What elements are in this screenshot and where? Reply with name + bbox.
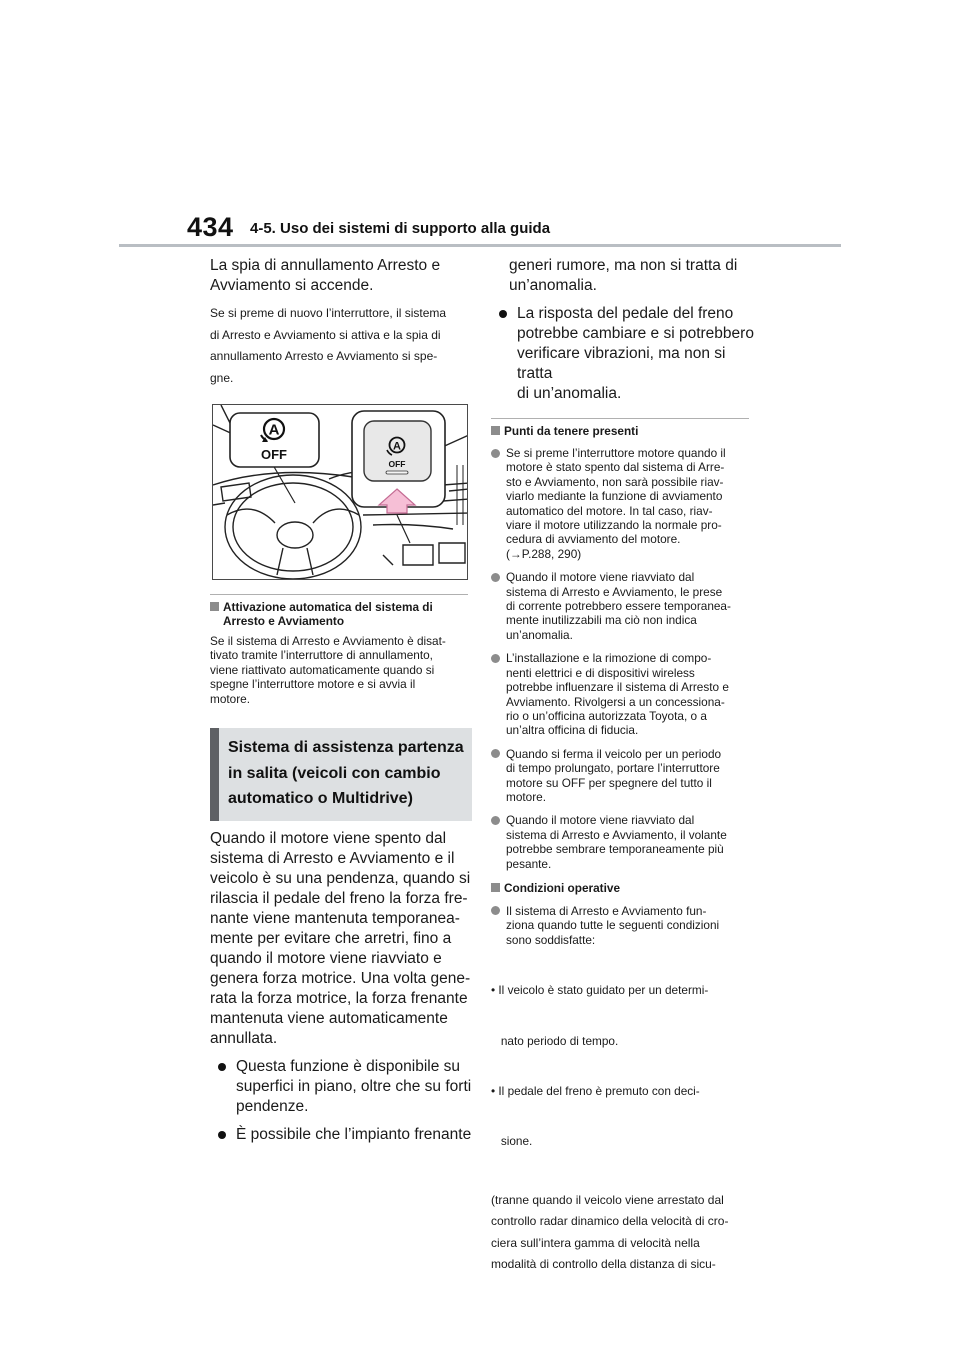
svg-text:A: A bbox=[393, 440, 401, 453]
bullet-dot-icon bbox=[218, 1131, 226, 1139]
text-line: automatico o Multidrive) bbox=[228, 790, 413, 808]
text-line: Se il sistema di Arresto e Avviamento è disat- bbox=[210, 634, 446, 648]
text-line: annullata. bbox=[210, 1029, 278, 1047]
square-bullet-icon bbox=[491, 883, 500, 892]
text-line: Avviamento si accende. bbox=[210, 277, 374, 294]
square-bullet-icon bbox=[491, 426, 500, 435]
intro-note bbox=[210, 303, 472, 389]
page-number: 434 bbox=[187, 212, 234, 242]
section-title: 4-5. Uso dei sistemi di supporto alla guida bbox=[250, 220, 551, 237]
text-line: Il sistema di Arresto e Avviamento fun- bbox=[506, 903, 707, 918]
text-line: viare il motore utilizzando la normale pro- bbox=[506, 518, 722, 533]
text-line: Se si preme l’interruttore motore quando il bbox=[506, 446, 726, 460]
text-line: • Il veicolo è stato guidato per un determi- bbox=[491, 983, 709, 998]
text-line: mantenuta viene automaticamente bbox=[210, 1009, 448, 1027]
points-heading: Punti da tenere presenti bbox=[491, 424, 756, 438]
note-item bbox=[491, 446, 756, 561]
text-line: Quando il motore viene spento dal bbox=[210, 829, 447, 847]
text-line: ziona quando tutte le seguenti condizioni bbox=[506, 918, 720, 933]
text-line: sistema di Arresto e Avviamento, le prese bbox=[506, 584, 723, 599]
note-item bbox=[491, 651, 756, 737]
text-line: potrebbe influenzare il sistema di Arresto e bbox=[506, 680, 729, 695]
text-line: La spia di annullamento Arresto e bbox=[210, 257, 441, 274]
bullet-dot-icon bbox=[491, 816, 500, 825]
square-bullet-icon bbox=[210, 602, 219, 611]
intro-paragraph bbox=[210, 256, 472, 296]
text-line: nato periodo di tempo. bbox=[491, 1033, 619, 1048]
text-line: spegne l’interruttore motore e si avvia il bbox=[210, 677, 416, 692]
bullet-dot-icon bbox=[218, 1063, 226, 1071]
text-line: sono soddisfatte: bbox=[506, 932, 596, 947]
text-line: Quando il motore viene riavviato dal bbox=[506, 813, 695, 828]
page-reference-link[interactable]: (→P.288, 290) bbox=[506, 546, 582, 561]
text-line: sto e Avviamento, non sarà possibile riav- bbox=[506, 474, 724, 489]
text-line: controllo radar dinamico della velocità di cro- bbox=[491, 1214, 729, 1229]
text-line: superfici in piano, oltre che su forti bbox=[236, 1077, 472, 1095]
text-line: potrebbe sembrare temporaneamente più bbox=[506, 842, 724, 857]
text-line: in salita (veicoli con cambio bbox=[228, 764, 441, 782]
indicator-light bbox=[386, 471, 408, 474]
text-line: viene riattivato automaticamente quando si bbox=[210, 662, 435, 677]
text-line: L’installazione e la rimozione di compo- bbox=[506, 651, 712, 666]
right-column bbox=[491, 256, 756, 1276]
switch-off-label: OFF bbox=[388, 459, 406, 469]
text-line: Arresto e Avviamento bbox=[223, 614, 345, 628]
bullet-dot-icon bbox=[491, 654, 500, 663]
hill-start-assist-heading bbox=[210, 728, 472, 821]
text-line: motore. bbox=[506, 789, 546, 804]
text-line: tivato tramite l’interruttore di annullamento, bbox=[210, 648, 433, 663]
text-line: nenti elettrici e di dispositivi wireless bbox=[506, 665, 695, 680]
text-line: mente per evitare che arretri, fino a bbox=[210, 929, 452, 947]
steering-wheel-outline bbox=[225, 475, 361, 579]
text-line: Avviamento. Rivolgersi a un concessiona- bbox=[506, 694, 725, 709]
text-line: automatico del motore. In tal caso, riav- bbox=[506, 503, 713, 518]
text-line: Questa funzione è disponibile su bbox=[236, 1057, 461, 1075]
off-label: OFF bbox=[261, 447, 287, 462]
bullet-dot-icon bbox=[491, 449, 500, 458]
note-item bbox=[491, 904, 756, 947]
dashboard-illustration bbox=[213, 405, 468, 580]
text-line: sistema di Arresto e Avviamento, il volante bbox=[506, 827, 727, 842]
text-line: di un’anomalia. bbox=[517, 385, 622, 402]
text-line: nante viene mantenuta temporanea- bbox=[210, 909, 460, 927]
bullet-dot-icon bbox=[491, 573, 500, 582]
text-line: genera forza motrice. Una volta gene- bbox=[210, 969, 471, 987]
text-line: un’anomalia. bbox=[509, 277, 597, 294]
text-line: Sistema di assistenza partenza bbox=[228, 739, 464, 757]
text-line: di tempo prolungato, portare l’interruttore bbox=[506, 761, 720, 776]
divider bbox=[491, 418, 749, 419]
left-column bbox=[210, 256, 472, 1145]
conditions-tail bbox=[491, 1190, 756, 1276]
svg-text:A: A bbox=[268, 421, 280, 439]
text-line: motore è stato spento dal sistema di Arre- bbox=[506, 460, 725, 475]
condition-subitems bbox=[491, 947, 756, 1185]
auto-activation-section bbox=[210, 600, 472, 706]
text-line: Quando si ferma il veicolo per un periodo bbox=[506, 746, 722, 761]
text-line: veicolo è su una pendenza, quando si bbox=[210, 869, 471, 887]
text-line: pesante. bbox=[506, 856, 552, 871]
hill-start-body bbox=[210, 829, 472, 1049]
text-line: rata la forza motrice, la forza frenante bbox=[210, 989, 468, 1007]
text-line: La risposta del pedale del freno bbox=[517, 305, 734, 322]
text-line: Se si preme di nuovo l’interruttore, il sistema bbox=[210, 306, 447, 320]
bullet-item bbox=[210, 1125, 472, 1145]
text-line: gne. bbox=[210, 370, 234, 385]
text-line: potrebbe cambiare e si potrebbero bbox=[517, 325, 754, 342]
text-line: un’altra officina di fiducia. bbox=[506, 723, 639, 738]
divider bbox=[210, 594, 468, 595]
note-item bbox=[491, 747, 756, 805]
bullet-item bbox=[210, 1057, 472, 1117]
header-rule bbox=[119, 244, 841, 247]
text-line: sistema di Arresto e Avviamento e il bbox=[210, 849, 455, 867]
text-line: pendenze. bbox=[236, 1097, 309, 1115]
text-line: motore. bbox=[210, 691, 250, 706]
text-line: verificare vibrazioni, ma non si tratta bbox=[517, 345, 726, 382]
bullet-dot-icon bbox=[491, 749, 500, 758]
conditions-heading: Condizioni operative bbox=[491, 881, 756, 895]
text-line: un’anomalia. bbox=[506, 627, 573, 642]
text-line: sione. bbox=[491, 1134, 533, 1149]
text-line: cedura di avviamento del motore. bbox=[506, 532, 681, 547]
text-line: di Arresto e Avviamento si attiva e la spia di bbox=[210, 327, 441, 342]
bullet-continuation bbox=[491, 256, 756, 296]
bullet-item bbox=[491, 304, 756, 404]
text-line: viarlo mediante la funzione di avviamento bbox=[506, 489, 723, 504]
text-line: (tranne quando il veicolo viene arrestato dal bbox=[491, 1192, 724, 1207]
text-line: motore su OFF per spegnere del tutto il bbox=[506, 775, 712, 790]
dashboard-figure bbox=[212, 404, 468, 580]
text-line: quando il motore viene riavviato e bbox=[210, 949, 442, 967]
auto-activation-heading bbox=[210, 600, 472, 628]
text-line: • Il pedale del freno è premuto con deci- bbox=[491, 1084, 700, 1098]
text-line: di corrente potrebbero essere temporanea- bbox=[506, 599, 731, 614]
note-item bbox=[491, 570, 756, 642]
text-line: Attivazione automatica del sistema di bbox=[223, 600, 433, 614]
bullet-dot-icon bbox=[499, 310, 507, 318]
text-line: ciera sull’intera gamma di velocità nella bbox=[491, 1235, 700, 1250]
text-line: rio o un’officina autorizzata Toyota, o a bbox=[506, 708, 707, 723]
text-line: generi rumore, ma non si tratta di bbox=[509, 257, 738, 274]
text-line: modalità di controllo della distanza di sicu- bbox=[491, 1257, 716, 1272]
text-line: annullamento Arresto e Avviamento si spe- bbox=[210, 349, 438, 363]
text-line: Quando il motore viene riavviato dal bbox=[506, 570, 695, 585]
text-line: rilascia il pedale del freno la forza fre- bbox=[210, 889, 468, 907]
bullet-dot-icon bbox=[491, 906, 500, 915]
note-item bbox=[491, 813, 756, 871]
text-line: È possibile che l’impianto frenante bbox=[236, 1125, 472, 1143]
text-line: mente inutilizzabili ma ciò non indica bbox=[506, 613, 697, 628]
